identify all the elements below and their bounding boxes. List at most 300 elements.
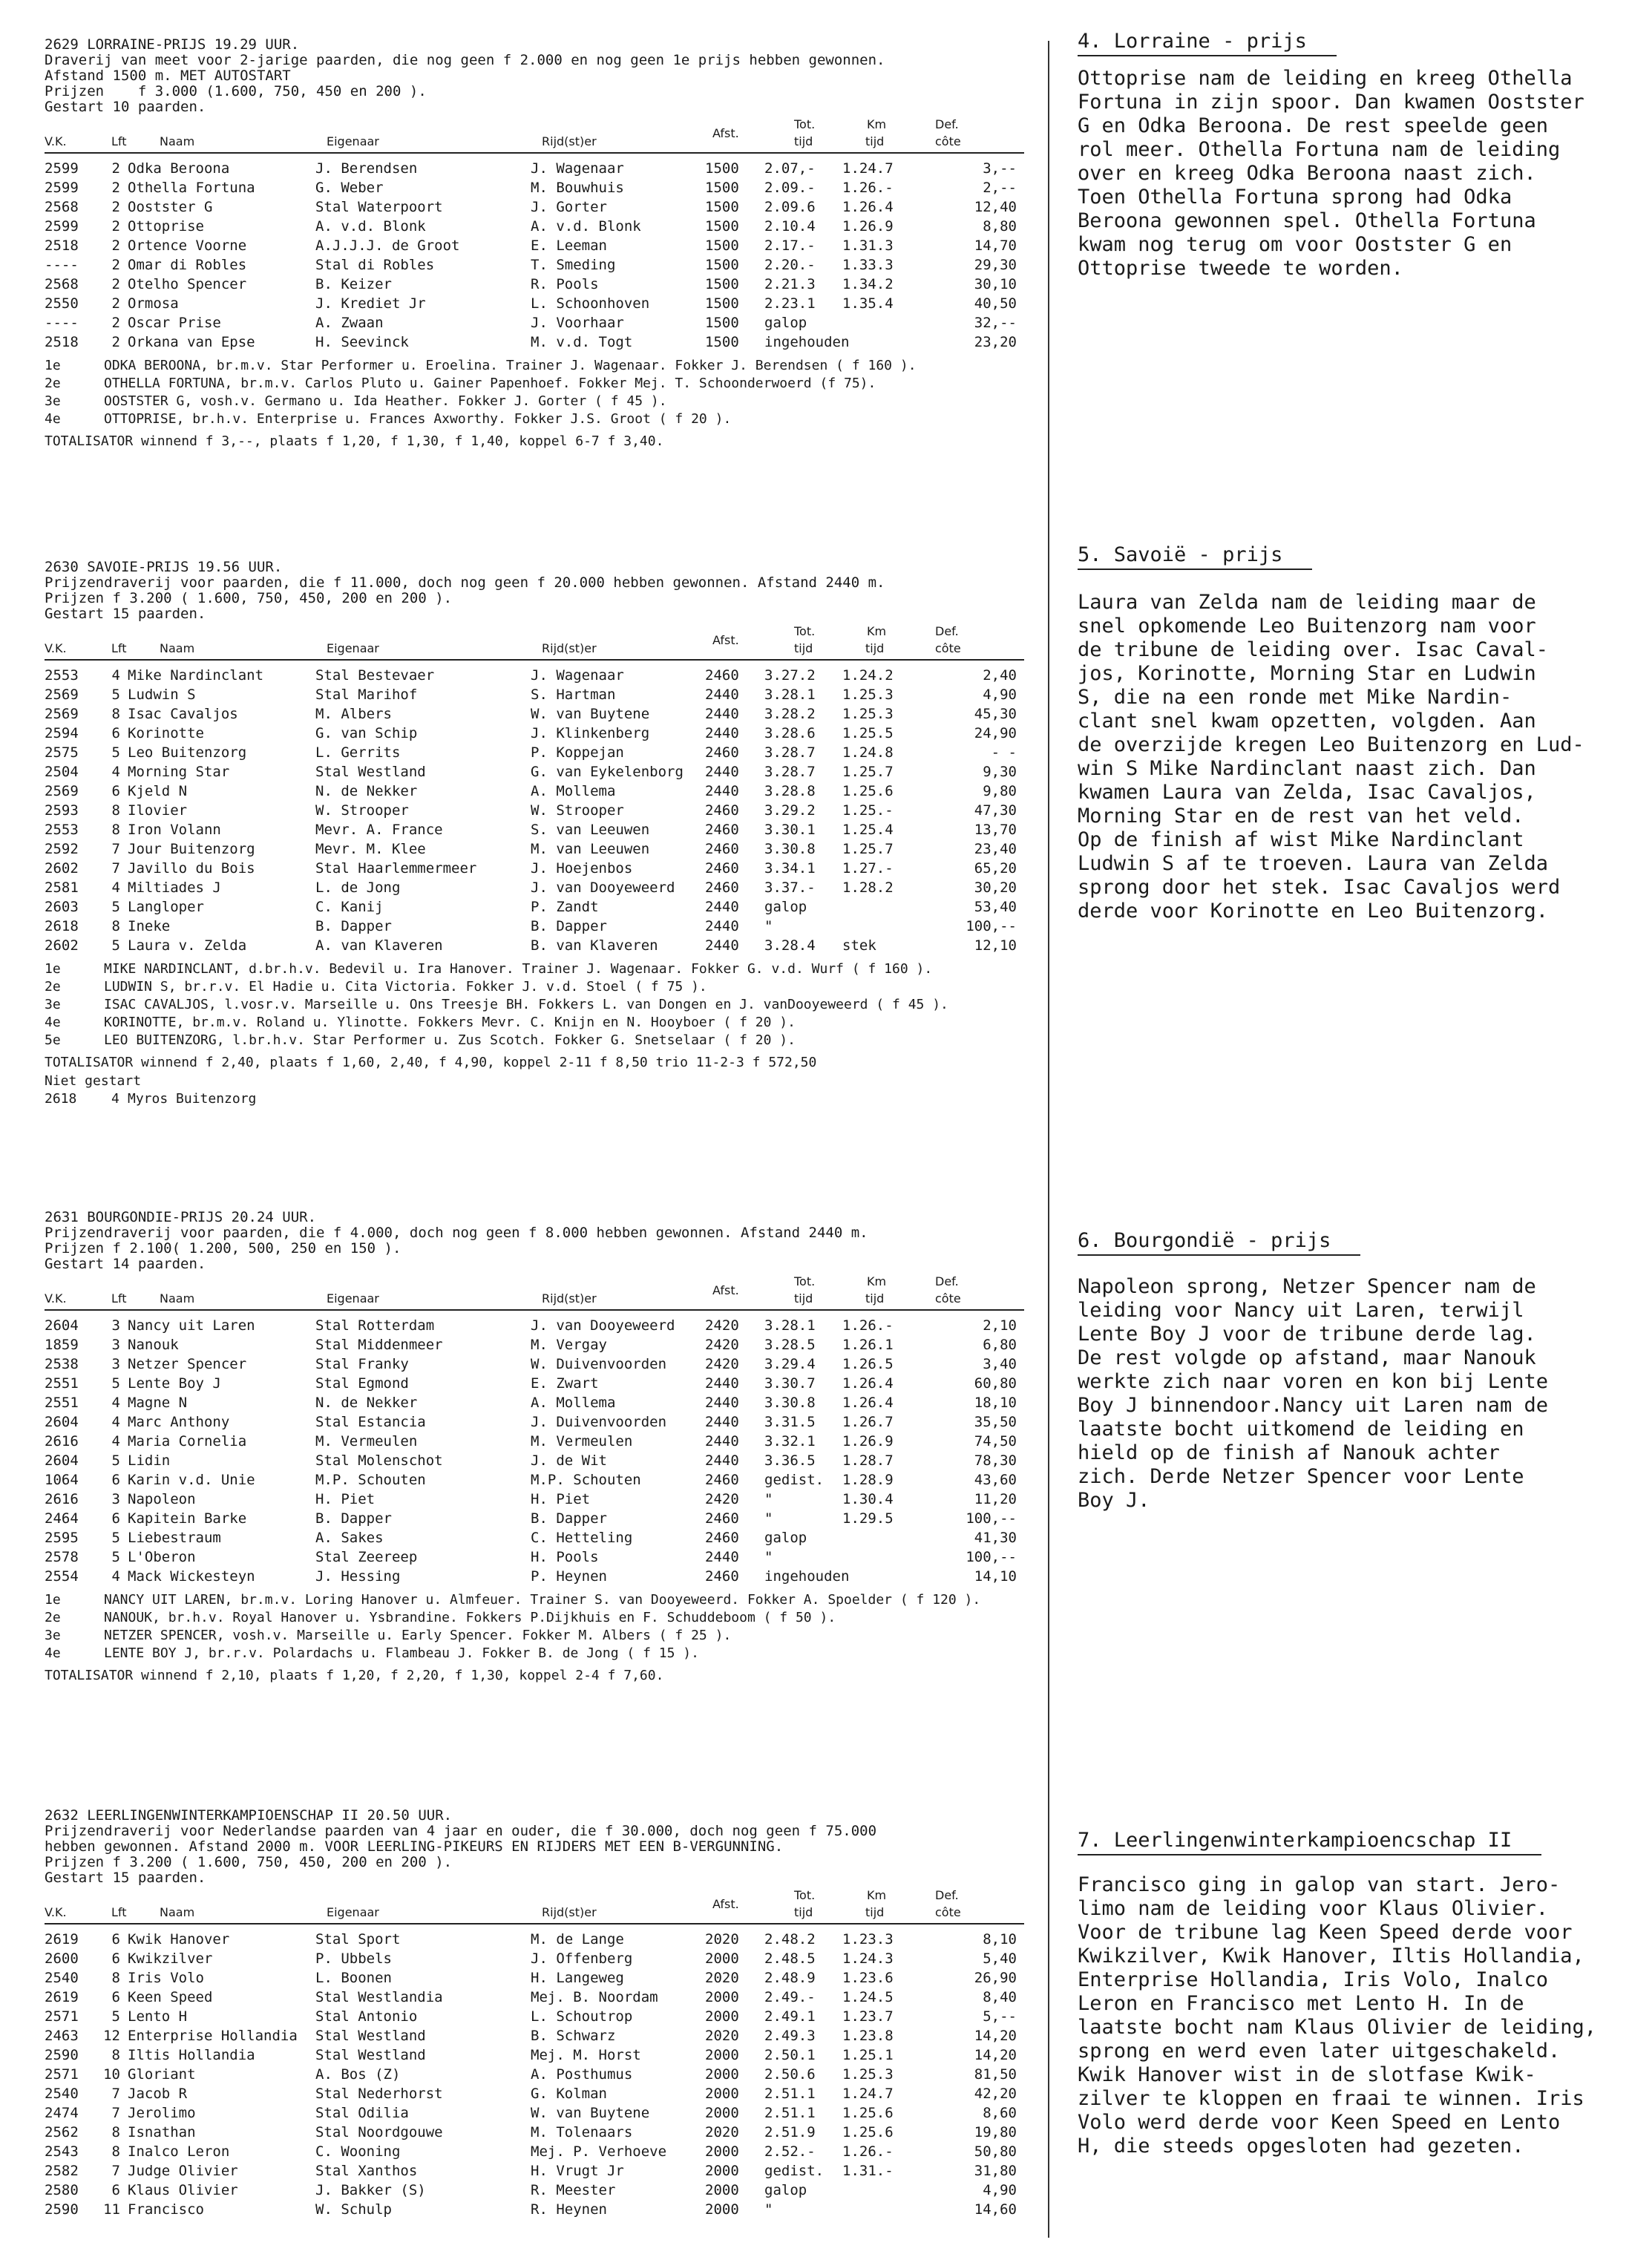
table-row bbox=[45, 2103, 1024, 2122]
vk-cell: 1859 bbox=[45, 1337, 79, 1353]
driver-cell: J. van Dooyeweerd bbox=[531, 1317, 675, 1334]
km-time-cell: 1.24.2 bbox=[842, 667, 894, 684]
driver-cell: Mej. B. Noordam bbox=[531, 1989, 658, 2005]
odds-cell: 3,-- bbox=[983, 160, 1017, 177]
column-header-rijder: Rijd(st)er bbox=[542, 134, 597, 148]
total-time-cell: 2.51.1 bbox=[764, 2086, 816, 2102]
distance-cell: 2440 bbox=[705, 937, 739, 954]
not-started-row bbox=[45, 1090, 1024, 1107]
total-time-cell: " bbox=[764, 2201, 773, 2218]
vk-cell: 2582 bbox=[45, 2163, 79, 2179]
age-cell: 7 bbox=[111, 841, 120, 857]
odds-cell: 26,90 bbox=[974, 1970, 1017, 1986]
km-time-cell: 1.34.2 bbox=[842, 276, 894, 292]
total-time-cell: 2.52.- bbox=[764, 2143, 816, 2160]
table-row bbox=[45, 1334, 1024, 1354]
table-row bbox=[45, 1431, 1024, 1450]
distance-cell: 2440 bbox=[705, 783, 739, 799]
column-header-tot-2: tijd bbox=[794, 1291, 813, 1306]
driver-cell: P. Koppejan bbox=[531, 744, 624, 761]
placing-text: MIKE NARDINCLANT, d.br.h.v. Bedevil u. Ira Hanover. Trainer J. Wagenaar. Fokker G. v.d. Wurf ( f 160 ). bbox=[104, 961, 933, 977]
placing-text: LEO BUITENZORG, l.br.h.v. Star Performer u. Zus Scotch. Fokker G. Snetselaar ( f 20 ). bbox=[104, 1032, 796, 1048]
driver-cell: B. Schwarz bbox=[531, 2028, 616, 2044]
report-text: Napoleon sprong, Netzer Spencer nam de leiding voor Nancy uit Laren, terwijl Lente Boy J voor de tribune derde lag. De rest volgde op afstand, maar Nanouk werkte zich naar voren en kon bij Lente Boy J binnendoor.Nancy uit Laren nam de laatste bocht uitkomend de leiding en hield op de finish af Nanouk achter zich. Derde Netzer Spencer voor Lente Boy J. bbox=[1078, 1275, 1548, 1512]
age-cell: 6 bbox=[111, 1472, 120, 1488]
vk-cell: 2554 bbox=[45, 1568, 79, 1585]
column-header-afst: Afst. bbox=[712, 633, 739, 647]
placing-position: 1e bbox=[45, 961, 61, 977]
horse-name-cell: Morning Star bbox=[128, 764, 230, 780]
race-conditions: Afstand 1500 m. MET AUTOSTART bbox=[45, 68, 291, 84]
odds-cell: 2,-- bbox=[983, 180, 1017, 196]
table-row bbox=[45, 1948, 1024, 1968]
placings bbox=[45, 357, 1024, 428]
horse-name-cell: Langloper bbox=[128, 899, 204, 915]
column-header-rijder: Rijd(st)er bbox=[542, 1291, 597, 1306]
owner-cell: A. van Klaveren bbox=[315, 937, 443, 954]
odds-cell: 100,-- bbox=[966, 918, 1017, 934]
odds-cell: 6,80 bbox=[983, 1337, 1017, 1353]
distance-cell: 2440 bbox=[705, 1414, 739, 1430]
owner-cell: Stal Nederhorst bbox=[315, 2086, 443, 2102]
distance-cell: 2440 bbox=[705, 1375, 739, 1392]
owner-cell: M.P. Schouten bbox=[315, 1472, 426, 1488]
not-started-label: Niet gestart bbox=[45, 1073, 142, 1089]
horse-name-cell: Laura v. Zelda bbox=[128, 937, 247, 954]
column-header-naam: Naam bbox=[160, 641, 195, 655]
odds-cell: 14,70 bbox=[974, 238, 1017, 254]
placing-text: LENTE BOY J, br.r.v. Polardachs u. Flambeau J. Fokker B. de Jong ( f 15 ). bbox=[104, 1645, 699, 1661]
driver-cell: W. van Buytene bbox=[531, 2105, 650, 2121]
distance-cell: 2440 bbox=[705, 706, 739, 722]
age-cell: 8 bbox=[111, 2124, 120, 2140]
age-cell: 2 bbox=[111, 238, 120, 254]
report-text: Francisco ging in galop van start. Jero- limo nam de leiding voor Klaus Olivier. Voor de tribune lag Keen Speed derde voor Kwikzilver, Kwik Hanover, Iltis Hollandia, Enterprise Hollandia, Iris Volo, Inalco Leron en Francisco met Lento H. In de laatste bocht nam Klaus Olivier de leiding, sprong en werd even later uitgeschakeld. Kwik Hanover wist in de slotfase Kwik- zilver te kloppen en fraai te winnen. Iris Volo werd derde voor Keen Speed en Lento H, die steeds opgesloten had gezeten. bbox=[1078, 1873, 1596, 2158]
odds-cell: 100,-- bbox=[966, 1510, 1017, 1527]
owner-cell: Stal Rotterdam bbox=[315, 1317, 435, 1334]
placing-position: 4e bbox=[45, 1015, 61, 1030]
vk-cell: 2518 bbox=[45, 334, 79, 350]
driver-cell: M.P. Schouten bbox=[531, 1472, 641, 1488]
distance-cell: 2020 bbox=[705, 1931, 739, 1948]
placing-text: NANOUK, br.h.v. Royal Hanover u. Ysbrandine. Fokkers P.Dijkhuis en F. Schuddeboom ( f 50 ). bbox=[104, 1610, 836, 1625]
odds-cell: 4,90 bbox=[983, 687, 1017, 703]
km-time-cell: 1.26.4 bbox=[842, 199, 894, 215]
horse-name-cell: Ludwin S bbox=[128, 687, 196, 703]
distance-cell: 2440 bbox=[705, 764, 739, 780]
odds-cell: 2,10 bbox=[983, 1317, 1017, 1334]
vk-cell: 2550 bbox=[45, 295, 79, 312]
driver-cell: M. van Leeuwen bbox=[531, 841, 650, 857]
placing-position: 3e bbox=[45, 1628, 61, 1643]
table-row bbox=[45, 1392, 1024, 1412]
km-time-cell: 1.33.3 bbox=[842, 257, 894, 273]
table-row bbox=[45, 2180, 1024, 2199]
km-time-cell: 1.23.8 bbox=[842, 2028, 894, 2044]
distance-cell: 2460 bbox=[705, 1568, 739, 1585]
distance-cell: 2000 bbox=[705, 2066, 739, 2083]
table-row bbox=[45, 839, 1024, 858]
km-time-cell: 1.25.1 bbox=[842, 2047, 894, 2063]
driver-cell: R. Pools bbox=[531, 276, 599, 292]
driver-cell: B. Dapper bbox=[531, 918, 607, 934]
driver-cell: W. Strooper bbox=[531, 802, 624, 819]
distance-cell: 2440 bbox=[705, 899, 739, 915]
vk-cell: 2569 bbox=[45, 706, 79, 722]
total-time-cell: ingehouden bbox=[764, 334, 850, 350]
age-cell: 8 bbox=[111, 822, 120, 838]
age-cell: 10 bbox=[103, 2066, 120, 2083]
owner-cell: L. Gerrits bbox=[315, 744, 401, 761]
column-header-afst: Afst. bbox=[712, 126, 739, 140]
driver-cell: M. Vergay bbox=[531, 1337, 607, 1353]
km-time-cell: 1.31.- bbox=[842, 2163, 894, 2179]
horse-name-cell: Ottoprise bbox=[128, 218, 204, 235]
total-time-cell: 3.31.5 bbox=[764, 1414, 816, 1430]
odds-cell: 8,40 bbox=[983, 1989, 1017, 2005]
placing-entry bbox=[45, 393, 1024, 410]
distance-cell: 2460 bbox=[705, 879, 739, 896]
owner-cell: A.J.J.J. de Groot bbox=[315, 238, 460, 254]
km-time-cell: 1.24.8 bbox=[842, 744, 894, 761]
distance-cell: 2000 bbox=[705, 2143, 739, 2160]
odds-cell: 9,30 bbox=[983, 764, 1017, 780]
horse-name-cell: Oscar Prise bbox=[128, 315, 221, 331]
odds-cell: 8,80 bbox=[983, 218, 1017, 235]
age-cell: 5 bbox=[111, 1452, 120, 1469]
horse-name-cell: Kjeld N bbox=[128, 783, 188, 799]
odds-cell: 42,20 bbox=[974, 2086, 1017, 2102]
owner-cell: L. Boonen bbox=[315, 1970, 392, 1986]
total-time-cell: gedist. bbox=[764, 2163, 825, 2179]
km-time-cell: 1.26.4 bbox=[842, 1395, 894, 1411]
odds-cell: 3,40 bbox=[983, 1356, 1017, 1372]
column-header-eigenaar: Eigenaar bbox=[327, 1291, 379, 1306]
placing-position: 3e bbox=[45, 393, 61, 409]
table-header bbox=[45, 1274, 1024, 1311]
owner-cell: Stal Bestevaer bbox=[315, 667, 435, 684]
placing-entry bbox=[45, 978, 1024, 996]
distance-cell: 1500 bbox=[705, 160, 739, 177]
column-header-km-1: Km bbox=[867, 1274, 887, 1288]
driver-cell: J. de Wit bbox=[531, 1452, 607, 1469]
horse-name-cell: Nancy uit Laren bbox=[128, 1317, 255, 1334]
total-time-cell: galop bbox=[764, 1530, 807, 1546]
age-cell: 8 bbox=[111, 2047, 120, 2063]
vk-cell: 2580 bbox=[45, 2182, 79, 2198]
owner-cell: H. Seevinck bbox=[315, 334, 409, 350]
age-cell: 2 bbox=[111, 315, 120, 331]
placing-entry bbox=[45, 1609, 1024, 1627]
vk-cell: 2602 bbox=[45, 937, 79, 954]
age-cell: 6 bbox=[111, 1510, 120, 1527]
table-row bbox=[45, 897, 1024, 916]
table-row bbox=[45, 684, 1024, 704]
column-header-afst: Afst. bbox=[712, 1897, 739, 1911]
results-table bbox=[45, 665, 1024, 954]
column-header-lft: Lft bbox=[111, 1905, 127, 1919]
vk-cell: 2599 bbox=[45, 218, 79, 235]
table-row bbox=[45, 274, 1024, 293]
table-header bbox=[45, 117, 1024, 154]
driver-cell: W. Duivenvoorden bbox=[531, 1356, 667, 1372]
horse-name-cell: Lento H bbox=[128, 2008, 188, 2025]
placing-text: ODKA BEROONA, br.m.v. Star Performer u. Eroelina. Trainer J. Wagenaar. Fokker J. Berendsen ( f 160 ). bbox=[104, 358, 917, 373]
placing-entry bbox=[45, 375, 1024, 393]
total-time-cell: 2.09.- bbox=[764, 180, 816, 196]
km-time-cell: 1.23.3 bbox=[842, 1931, 894, 1948]
horse-name-cell: Netzer Spencer bbox=[128, 1356, 247, 1372]
vk-cell: 2618 bbox=[45, 918, 79, 934]
horse-name-cell: Javillo du Bois bbox=[128, 860, 255, 877]
km-time-cell: 1.26.- bbox=[842, 2143, 894, 2160]
placing-position: 2e bbox=[45, 376, 61, 391]
odds-cell: 60,80 bbox=[974, 1375, 1017, 1392]
vk-cell: 2571 bbox=[45, 2066, 79, 2083]
race-conditions: Gestart 15 paarden. bbox=[45, 1870, 206, 1886]
age-cell: 11 bbox=[103, 2201, 120, 2218]
owner-cell: A. Sakes bbox=[315, 1530, 384, 1546]
table-row bbox=[45, 1373, 1024, 1392]
owner-cell: M. Vermeulen bbox=[315, 1433, 418, 1449]
driver-cell: T. Smeding bbox=[531, 257, 616, 273]
vk-cell: 2616 bbox=[45, 1433, 79, 1449]
driver-cell: P. Zandt bbox=[531, 899, 599, 915]
horse-name-cell: Ilovier bbox=[128, 802, 188, 819]
odds-cell: 13,70 bbox=[974, 822, 1017, 838]
km-time-cell: 1.28.2 bbox=[842, 879, 894, 896]
total-time-cell: 3.28.2 bbox=[764, 706, 816, 722]
table-row bbox=[45, 1354, 1024, 1373]
age-cell: 4 bbox=[111, 1091, 119, 1107]
race-title: 2629 LORRAINE-PRIJS 19.29 UUR. bbox=[45, 36, 300, 53]
placing-position: 2e bbox=[45, 979, 61, 995]
race-conditions: hebben gewonnen. Afstand 2000 m. VOOR LEERLING-PIKEURS EN RIJDERS MET EEN B-VERGUNNING. bbox=[45, 1838, 784, 1855]
distance-cell: 2020 bbox=[705, 2124, 739, 2140]
vk-cell: 2592 bbox=[45, 841, 79, 857]
column-header-tot-1: Tot. bbox=[794, 117, 816, 131]
placings bbox=[45, 1591, 1024, 1663]
km-time-cell: 1.30.4 bbox=[842, 1491, 894, 1507]
table-row bbox=[45, 197, 1024, 216]
driver-cell: E. Zwart bbox=[531, 1375, 599, 1392]
vk-cell: 2616 bbox=[45, 1491, 79, 1507]
driver-cell: A. Posthumus bbox=[531, 2066, 633, 2083]
odds-cell: 12,10 bbox=[974, 937, 1017, 954]
distance-cell: 2460 bbox=[705, 822, 739, 838]
race-title: 2630 SAVOIE-PRIJS 19.56 UUR. bbox=[45, 559, 283, 575]
vk-cell: 1064 bbox=[45, 1472, 79, 1488]
total-time-cell: 3.37.- bbox=[764, 879, 816, 896]
driver-cell: Mej. M. Horst bbox=[531, 2047, 641, 2063]
km-time-cell: 1.25.7 bbox=[842, 764, 894, 780]
race-conditions: Prijzendraverij voor paarden, die f 11.000, doch nog geen f 20.000 hebben gewonnen. Afstand 2440 m. bbox=[45, 574, 885, 591]
odds-cell: 4,90 bbox=[983, 2182, 1017, 2198]
vk-cell: 2600 bbox=[45, 1950, 79, 1967]
horse-name-cell: Karin v.d. Unie bbox=[128, 1472, 255, 1488]
table-row bbox=[45, 216, 1024, 235]
driver-cell: C. Hetteling bbox=[531, 1530, 633, 1546]
placing-text: NANCY UIT LAREN, br.m.v. Loring Hanover u. Almfeuer. Trainer S. van Dooyeweerd. Fokker A. Spoelder ( f 120 ). bbox=[104, 1592, 981, 1608]
horse-name-cell: Klaus Olivier bbox=[128, 2182, 238, 2198]
total-time-cell: " bbox=[764, 1510, 773, 1527]
owner-cell: Stal Odilia bbox=[315, 2105, 409, 2121]
column-header-tot-2: tijd bbox=[794, 134, 813, 148]
age-cell: 4 bbox=[111, 764, 120, 780]
vk-cell: 2463 bbox=[45, 2028, 79, 2044]
age-cell: 3 bbox=[111, 1337, 120, 1353]
owner-cell: Mevr. M. Klee bbox=[315, 841, 426, 857]
odds-cell: 100,-- bbox=[966, 1549, 1017, 1565]
table-row bbox=[45, 877, 1024, 897]
horse-name-cell: Othella Fortuna bbox=[128, 180, 255, 196]
owner-cell: Stal Marihof bbox=[315, 687, 418, 703]
column-header-vk: V.K. bbox=[45, 641, 67, 655]
distance-cell: 2440 bbox=[705, 687, 739, 703]
race-conditions: Prijzendraverij voor Nederlandse paarden van 4 jaar en ouder, die f 30.000, doch nog geen f 75.000 bbox=[45, 1823, 877, 1839]
km-time-cell: 1.25.4 bbox=[842, 822, 894, 838]
owner-cell: W. Schulp bbox=[315, 2201, 392, 2218]
owner-cell: Stal Egmond bbox=[315, 1375, 409, 1392]
distance-cell: 2420 bbox=[705, 1337, 739, 1353]
total-time-cell: 3.30.8 bbox=[764, 1395, 816, 1411]
odds-cell: 5,-- bbox=[983, 2008, 1017, 2025]
odds-cell: 19,80 bbox=[974, 2124, 1017, 2140]
km-time-cell: 1.31.3 bbox=[842, 238, 894, 254]
column-header-rijder: Rijd(st)er bbox=[542, 1905, 597, 1919]
horse-name-cell: Keen Speed bbox=[128, 1989, 213, 2005]
report-title: 6. Bourgondië - prijs bbox=[1078, 1229, 1360, 1256]
total-time-cell: 3.28.7 bbox=[764, 764, 816, 780]
total-time-cell: 2.50.6 bbox=[764, 2066, 816, 2083]
odds-cell: 32,-- bbox=[974, 315, 1017, 331]
column-header-vk: V.K. bbox=[45, 1291, 67, 1306]
results-table bbox=[45, 1315, 1024, 1585]
driver-cell: J. van Dooyeweerd bbox=[531, 879, 675, 896]
owner-cell: C. Wooning bbox=[315, 2143, 401, 2160]
table-row bbox=[45, 819, 1024, 839]
race-conditions: Gestart 14 paarden. bbox=[45, 1256, 206, 1272]
owner-cell: H. Piet bbox=[315, 1491, 376, 1507]
distance-cell: 1500 bbox=[705, 257, 739, 273]
driver-cell: H. Langeweg bbox=[531, 1970, 624, 1986]
total-time-cell: " bbox=[764, 1549, 773, 1565]
horse-name-cell: Marc Anthony bbox=[128, 1414, 230, 1430]
owner-cell: Stal Westland bbox=[315, 764, 426, 780]
horse-name-cell: Ortence Voorne bbox=[128, 238, 247, 254]
distance-cell: 2440 bbox=[705, 1549, 739, 1565]
report-lorraine bbox=[1078, 30, 1627, 281]
horse-name-cell: Jacob R bbox=[128, 2086, 188, 2102]
driver-cell: M. Bouwhuis bbox=[531, 180, 624, 196]
horse-name-cell: Napoleon bbox=[128, 1491, 196, 1507]
driver-cell: J. Voorhaar bbox=[531, 315, 624, 331]
placing-entry bbox=[45, 1645, 1024, 1663]
total-time-cell: 3.34.1 bbox=[764, 860, 816, 877]
table-row bbox=[45, 177, 1024, 197]
table-row bbox=[45, 781, 1024, 800]
km-time-cell: 1.29.5 bbox=[842, 1510, 894, 1527]
age-cell: 5 bbox=[111, 899, 120, 915]
horse-name-cell: Korinotte bbox=[128, 725, 204, 741]
age-cell: 7 bbox=[111, 2105, 120, 2121]
distance-cell: 1500 bbox=[705, 180, 739, 196]
vk-cell: 2604 bbox=[45, 1452, 79, 1469]
odds-cell: 14,60 bbox=[974, 2201, 1017, 2218]
results-table bbox=[45, 158, 1024, 351]
table-row bbox=[45, 2083, 1024, 2103]
column-header-vk: V.K. bbox=[45, 1905, 67, 1919]
placing-entry bbox=[45, 1627, 1024, 1645]
km-time-cell: 1.25.5 bbox=[842, 725, 894, 741]
age-cell: 6 bbox=[111, 1931, 120, 1948]
table-row bbox=[45, 1987, 1024, 2006]
driver-cell: E. Leeman bbox=[531, 238, 607, 254]
driver-cell: G. van Eykelenborg bbox=[531, 764, 684, 780]
vk-cell: 2604 bbox=[45, 1414, 79, 1430]
horse-name-cell: L'Oberon bbox=[128, 1549, 196, 1565]
total-time-cell: 3.28.1 bbox=[764, 1317, 816, 1334]
age-cell: 5 bbox=[111, 1530, 120, 1546]
table-header bbox=[45, 623, 1024, 661]
total-time-cell: 2.48.5 bbox=[764, 1950, 816, 1967]
age-cell: 4 bbox=[111, 667, 120, 684]
total-time-cell: 3.28.4 bbox=[764, 937, 816, 954]
odds-cell: 12,40 bbox=[974, 199, 1017, 215]
total-time-cell: 2.51.1 bbox=[764, 2105, 816, 2121]
race-2631 bbox=[45, 1210, 1024, 1685]
km-time-cell: 1.26.5 bbox=[842, 1356, 894, 1372]
owner-cell: Stal Westland bbox=[315, 2028, 426, 2044]
vk-cell: 2568 bbox=[45, 199, 79, 215]
horse-name-cell: Kwik Hanover bbox=[128, 1931, 230, 1948]
horse-name-cell: Nanouk bbox=[128, 1337, 179, 1353]
horse-name-cell: Ormosa bbox=[128, 295, 179, 312]
race-title: 2632 LEERLINGENWINTERKAMPIOENSCHAP II 20.50 UUR. bbox=[45, 1807, 453, 1824]
driver-cell: S. van Leeuwen bbox=[531, 822, 650, 838]
table-row bbox=[45, 1547, 1024, 1566]
total-time-cell: 2.21.3 bbox=[764, 276, 816, 292]
vk-cell: 2551 bbox=[45, 1395, 79, 1411]
column-header-km-1: Km bbox=[867, 624, 887, 638]
distance-cell: 2460 bbox=[705, 1472, 739, 1488]
age-cell: 2 bbox=[111, 257, 120, 273]
vk-cell: 2578 bbox=[45, 1549, 79, 1565]
km-time-cell: 1.24.5 bbox=[842, 1989, 894, 2005]
placing-position: 1e bbox=[45, 358, 61, 373]
race-title: 2631 BOURGONDIE-PRIJS 20.24 UUR. bbox=[45, 1209, 317, 1225]
totalisator-line: TOTALISATOR winnend f 2,10, plaats f 1,20, f 2,20, f 1,30, koppel 2-4 f 7,60. bbox=[45, 1668, 664, 1683]
table-row bbox=[45, 665, 1024, 684]
total-time-cell: 3.30.1 bbox=[764, 822, 816, 838]
total-time-cell: 3.28.6 bbox=[764, 725, 816, 741]
age-cell: 2 bbox=[111, 180, 120, 196]
table-row bbox=[45, 1968, 1024, 1987]
owner-cell: Stal Franky bbox=[315, 1356, 409, 1372]
driver-cell: J. Wagenaar bbox=[531, 160, 624, 177]
driver-cell: R. Meester bbox=[531, 2182, 616, 2198]
age-cell: 7 bbox=[111, 2086, 120, 2102]
total-time-cell: gedist. bbox=[764, 1472, 825, 1488]
odds-cell: 74,50 bbox=[974, 1433, 1017, 1449]
column-header-km-1: Km bbox=[867, 117, 887, 131]
odds-cell: 43,60 bbox=[974, 1472, 1017, 1488]
owner-cell: C. Kanij bbox=[315, 899, 384, 915]
totalisator-line: TOTALISATOR winnend f 3,--, plaats f 1,20, f 1,30, f 1,40, koppel 6-7 f 3,40. bbox=[45, 433, 664, 449]
age-cell: 8 bbox=[111, 918, 120, 934]
odds-cell: 35,50 bbox=[974, 1414, 1017, 1430]
distance-cell: 2460 bbox=[705, 667, 739, 684]
